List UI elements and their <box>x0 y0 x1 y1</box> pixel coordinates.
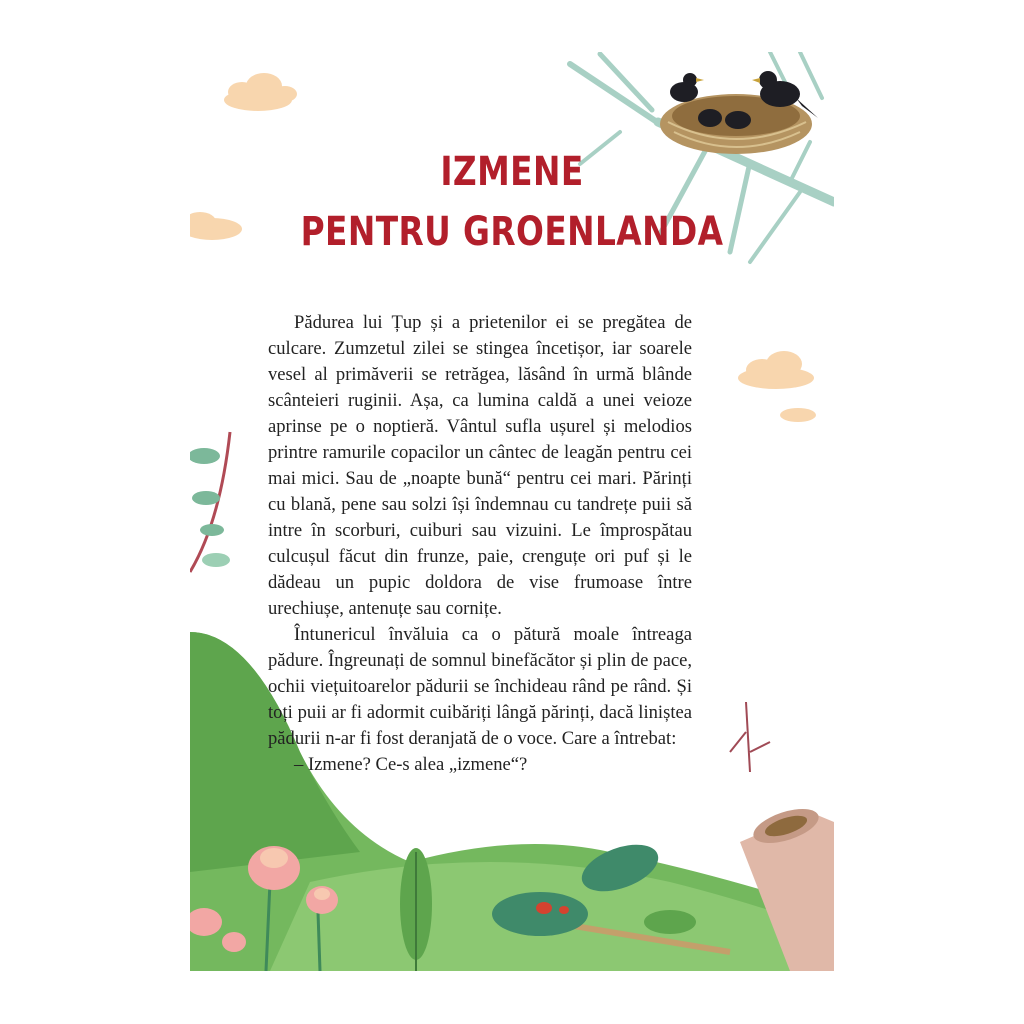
paragraph: Pădurea lui Țup și a prietenilor ei se pregătea de culcare. Zumzetul zilei se stingea încetișor, iar soarele vesel al primăverii se retrăgea, lăsând în urmă blânde scânteieri ruginii. Așa, ca lumina caldă a unei veioze aprinse pe o noptieră. Vântul sufla ușurel și melodios printre ramurile copacilor un cântec de leagăn pentru cei mai mici. Sau de „noapte bună“ pentru cei mari. Părinți cu blană, pene sau solzi își îndemnau cu tandrețe puii să intre în scorburi, cuiburi sau vizuini. Le împrospătau culcușul făcut din frunze, paie, crenguțe ori puf și le dădeau un pupic doldora de vise frumoase între urechiușe, antenuțe sau cornițe. <box>268 312 692 619</box>
paragraph: – Izmene? Ce-s alea „izmene“? <box>294 754 528 775</box>
page-title-line-1: IZMENE <box>440 149 584 195</box>
book-page <box>190 52 834 971</box>
page-title-line-2: PENTRU GROENLANDA <box>300 209 724 255</box>
cloud-left-mid <box>190 212 242 240</box>
story-text <box>268 310 692 778</box>
cloud-top-left <box>224 73 297 111</box>
paragraph: Întunericul învăluia ca o pătură moale întreaga pădure. Îngreunați de somnul binefăcător și plin de pace, ochii viețuitoarelor pădurii se închideau rând pe rând. Și toți puii ar fi adormit cuibăriți lângă părinți, dacă liniștea pădurii n-ar fi fost deranjată de o voce. Care a întrebat: <box>268 624 692 749</box>
cloud-right <box>738 351 816 422</box>
leaves-left <box>190 432 230 572</box>
